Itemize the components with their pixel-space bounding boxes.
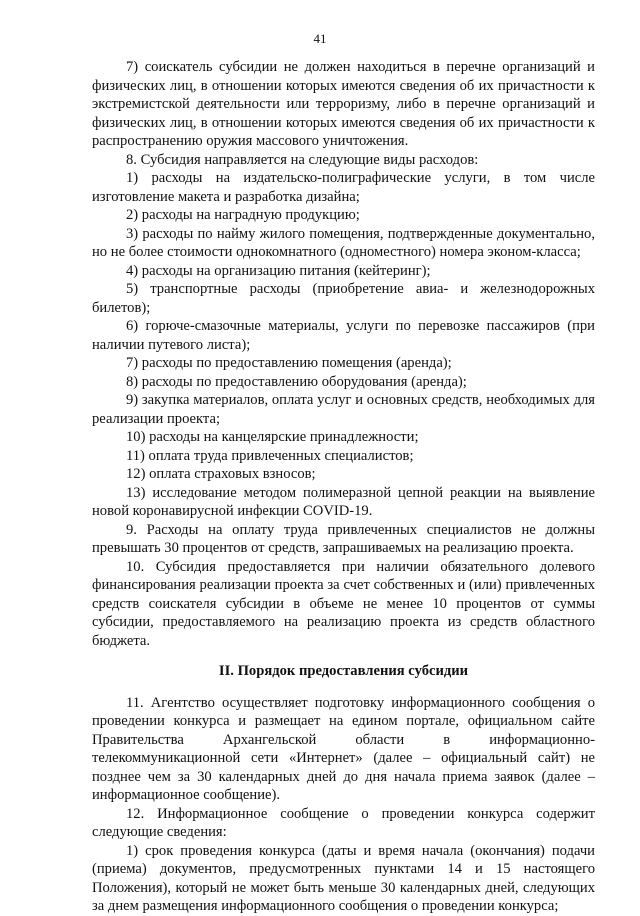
list-item-transport: 5) транспортные расходы (приобретение авиа- и железнодорожных билетов); bbox=[92, 281, 595, 316]
paragraph-11-announcement: 11. Агентство осуществляет подготовку информационного сообщения о проведении конкурса и размещает на едином портале, официальном сайте Правительства Архангельской области в информационно-телекоммуникационной сети «Интернет» (далее – официальный сайт) не позднее чем за 30 календарных дней до дня начала приема заявок (далее – информационное сообщение). bbox=[92, 694, 595, 803]
page-number: 41 bbox=[313, 31, 327, 46]
list-item-insurance: 12) оплата страховых взносов; bbox=[126, 466, 316, 482]
paragraph-10-cofinancing: 10. Субсидия предоставляется при наличии обязательного долевого финансирования реализации проекта за счет собственных и (или) привлеченных средств соискателя субсидии в объеме не менее 10 процентов от суммы субсидии, предоставляемого на реализацию проекта из средств областного бюджета. bbox=[92, 558, 595, 649]
list-item-materials: 9) закупка материалов, оплата услуг и основных средств, необходимых для реализации проекта; bbox=[92, 392, 595, 427]
list-item-equipment-rent: 8) расходы по предоставлению оборудования (аренда); bbox=[126, 373, 467, 390]
paragraph-12-announcement-content: 12. Информационное сообщение о проведении конкурса содержит следующие сведения: bbox=[92, 805, 595, 840]
section-heading: II. Порядок предоставления субсидии bbox=[218, 663, 469, 679]
list-item-stationery: 10) расходы на канцелярские принадлежности; bbox=[126, 429, 419, 445]
paragraph-9-pay-limit: 9. Расходы на оплату труда привлеченных специалистов не должны превышать 30 процентов от средств, запрашиваемых на реализацию проекта. bbox=[92, 521, 595, 556]
list-item-contest-period: 1) срок проведения конкурса (даты и время начала (окончания) подачи (приема) документов, предусмотренных пунктами 14 и 15 настоящего Положения), который не может быть меньше 30 календарных дней, следующих за днем размещения информационного сообщения о проведении конкурса; bbox=[92, 842, 595, 914]
list-item-pcr-testing: 13) исследование методом полимеразной цепной реакции на выявление новой коронавирусной инфекции COVID-19. bbox=[92, 484, 595, 519]
document-body bbox=[92, 58, 595, 916]
list-item-premises-rent: 7) расходы по предоставлению помещения (аренда); bbox=[126, 355, 452, 371]
list-item-award-products: 2) расходы на наградную продукцию; bbox=[126, 207, 360, 223]
list-item-specialists-pay: 11) оплата труда привлеченных специалистов; bbox=[126, 447, 414, 464]
list-item-printing-services: 1) расходы на издательско-полиграфические услуги, в том числе изготовление макета и разработка дизайна; bbox=[92, 170, 595, 205]
list-item-fuel: 6) горюче-смазочные материалы, услуги по перевозке пассажиров (при наличии путевого листа); bbox=[92, 318, 595, 353]
paragraph-item-7-sanctions: 7) соискатель субсидии не должен находиться в перечне организаций и физических лиц, в отношении которых имеются сведения об их причастности к экстремистской деятельности или терроризму, либо в перечне организаций и физических лиц, в отношении которых имеются сведения об их причастности к распространению оружия массового уничтожения. bbox=[92, 59, 595, 149]
list-item-accommodation: 3) расходы по найму жилого помещения, подтвержденные документально, но не более стоимости однокомнатного (одноместного) номера эконом-класса; bbox=[92, 225, 595, 260]
list-item-catering: 4) расходы на организацию питания (кейтеринг); bbox=[126, 262, 431, 279]
paragraph-8-expense-types: 8. Субсидия направляется на следующие виды расходов: bbox=[126, 151, 479, 168]
